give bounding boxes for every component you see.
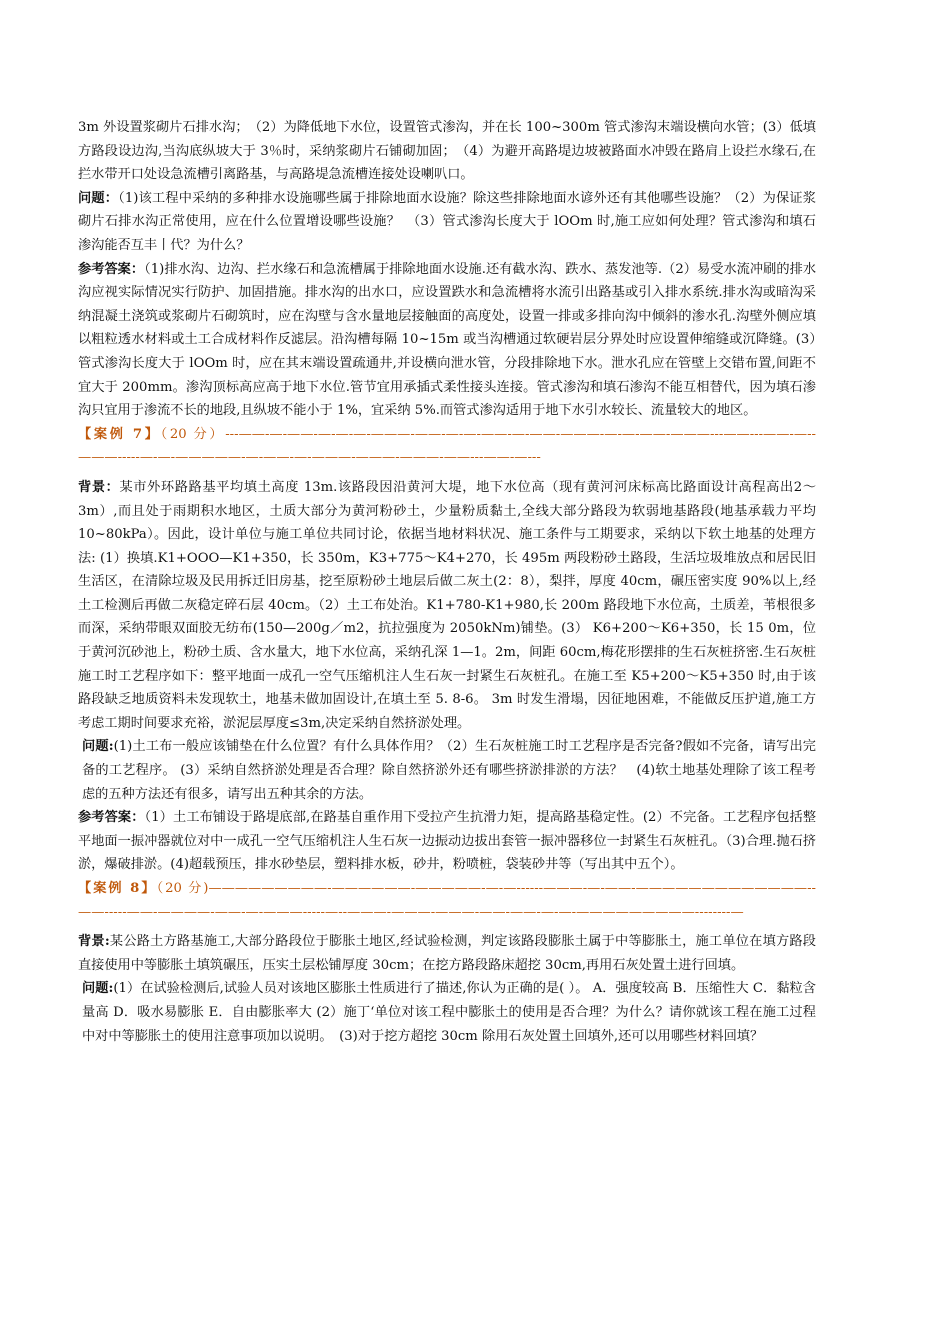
question-label: 问题: (82, 981, 114, 997)
case-score: （20 分） (160, 426, 226, 442)
paragraph-text: 3m 外设置浆砌片石排水沟； （2）为降低地下水位，设置管式渗沟，并在长 100~300m 管式渗沟末端设横向水管；(3）低填方路段设边沟,当沟底纵坡大于 3％时，采纳浆砌片石铺砌加固； （4）为避开高路堤边坡被路面水冲毁在路肩上设拦水缘石,在拦水带开口处设急流槽引离路基，与高路堤急流槽连接处设喇叭口。 (78, 120, 816, 183)
answer-text: （1)排水沟、边沟、拦水缘石和急流槽属于排除地面水设施.还有截水沟、跌水、蒸发池等.（2）易受水流冲刷的排水沟应视实际情况实行防护、加固措施。排水沟的出水口，应设置跌水和急流槽将水流引出路基或引入排水系统.排水沟或暗沟采纳混凝土浇筑或浆砌片石砌筑时，应在沟壁与含水量地层接触面的高度处，设置一排或多排向沟中倾斜的渗水孔.沟壁外侧应填以粗粒透水材料或土工合成材料作反滤层。沿沟槽每隔 10~15m 或当沟槽通过软硬岩层分界处时应设置伸缩缝或沉降缝。(3）管式渗沟长度大于 lOOm 时，应在其末端设置疏通井,并设横向泄水管，分段排除地下水。泄水孔应在管壁上交错布置,间距不宜大于 200mm。渗沟顶标高应高于地下水位.管节宜用承插式柔性接头连接。管式渗沟和填石渗沟不能互相替代，因为填石渗沟只宜用于渗流不长的地段,且纵坡不能小于 1%，宜采纳 5%.而管式渗沟适用于地下水引水较长、流量较大的地区。 (78, 261, 817, 419)
background-text: 某市外环路路基平均填土高度 13m.该路段因沿黄河大堤，地下水位高（现有黄河河床标高比路面设计高程高出2～3m）,而且处于雨期积水地区，土质大部分为黄河粉砂土，少量粉质黏土,全线大部分路段为软弱地基路段(地基承载力平均 10~80kPa）。因此，设计单位与施工单位共同讨论，依据当地材料状况、施工条件与工期要求，采纳以下软土地基的处理方法: (1）换填.K1+OOO—K1+350，长 350m，K3+775～K4+270，长 495m 两段粉砂土路段，生活垃圾堆放点和居民旧生活区，在清除垃圾及民用拆迁旧房基，挖至原粉砂土地层后做二灰土(2：8），梨拌，厚度 40cm，碾压密实度 90%以上,经土工检测后再做二灰稳定碎石层 40cm。（2）土工布处治。K1+780-K1+980,长 200m 路段地下水位高，土质差，苇根很多而深，采纳带眼双面胶无纺布(150—200g／m2，抗拉强度为 2050kNm)铺垫。(3） K6+200～K6+350，长 15 0m，位于黄河沉砂池上，粉砂土质、含水量大，地下水位高，采纳孔深 1—1。2m，间距 60cm,梅花形摆排的生石灰桩挤密.生石灰桩施工时工艺程序如下：整平地面一成孔一空气压缩机注人生石灰一封紧生石灰桩孔。在施工至 K5+200～K5+350 时,由于该路段缺乏地质资料未发现软土，地基未做加固设计,在填土至 5. 8-6。 3m 时发生滑塌，因征地困难，不能做反压护道,施工方考虑工期时间要求充裕，淤泥层厚度≤3m,决定采纳自然挤淤处理。 (78, 479, 817, 731)
answer-label: 参考答案： (78, 261, 145, 277)
case-title: 【案例 8】 (78, 881, 157, 896)
answer-paragraph (78, 258, 816, 423)
question-paragraph (78, 735, 816, 806)
case-7-heading (78, 423, 816, 470)
question-text: (1)土工布一般应该铺垫在什么位置？有什么具体作用？（2）生石灰桩施工时工艺程序是否完备?假如不完备，请写出完备的工艺程序。 (3）采纳自然挤淤处理是否合理？除自然挤淤外还有哪些挤淤排淤的方法？ (4)软土地基处理除了该工程考虑的五种方法还有很多，请写出五种其余的方法。 (82, 739, 816, 802)
paragraph-drainage-background (78, 116, 816, 187)
answer-label: 参考答案： (78, 810, 145, 826)
answer-paragraph (78, 806, 816, 877)
background-paragraph (78, 476, 816, 736)
background-label: 背景: (78, 934, 110, 950)
separator-dashes: —————————-——————-—————-—-—------———-—-——-—————————————--——-----——-————-——-—-———-----—--———-———-———-——-——-—-—-—————————--------— (78, 881, 816, 920)
background-label: 背景： (78, 479, 120, 495)
question-text: (1）在试验检测后,试验人员对该地区膨胀土性质进行了描述,你认为正确的是( ）。 A．强度较高 B．压缩性大 C．黏粒含量高 D．吸水易膨胀 E．自由膨胀率大 (2）施丁‘单位对该工程中膨胀土的使用是否合理？为什么？请你就该工程在施工过程中对中等膨胀土的使用注意事项加以说明。 (3)对于挖方超挖 30cm 除用石灰处置土回填外,还可以用哪些材料回填？ (82, 981, 816, 1044)
question-paragraph (78, 977, 816, 1048)
question-paragraph (78, 187, 816, 258)
case-8-heading (78, 877, 816, 924)
document-page (78, 116, 816, 1048)
case-title: 【案例 7】 (78, 426, 161, 442)
background-text: 某公路土方路基施工,大部分路段位于膨胀土地区,经试验检测，判定该路段膨胀土属于中等膨胀土，施工单位在填方路段直接使用中等膨胀土填筑碾压，压实土层松铺厚度 30cm；在挖方路段路床超挖 30cm,再用石灰处置土进行回填。 (78, 934, 816, 973)
question-label: 问题: (82, 739, 114, 755)
separator-dashes: ---——-—-——-—-—-—-———-——-—-—-——-—-——-———-—-—-——-———---——---——-—--———-----—-—-—————-—-——-—-———-———-———-——---——-—--- (78, 426, 816, 466)
answer-text: （1）土工布铺设于路堤底部,在路基自重作用下受拉产生抗滑力矩，提高路基稳定性。(2）不完备。工艺程序包括整平地面一振冲器就位对中一成孔一空气压缩机注人生石灰一边振动边拔出套管一振冲器移位一封紧生石灰桩孔。（3)合理.抛石挤淤，爆破排淤。(4)超载预压，排水砂垫层，塑料排水板，砂井，粉喷桩，袋装砂井等（写出其中五个）。 (78, 810, 817, 873)
question-text: （1)该工程中采纳的多种排水设施哪些属于排除地面水设施？除这些排除地面水谚外还有其他哪些设施？（2）为保证浆砌片石排水沟正常使用，应在什么位置增设哪些设施？ （3）管式渗沟长度大于 lOOm 时,施工应如何处理？管式渗沟和填石渗沟能否互丰丨代？为什么？ (78, 190, 816, 253)
background-paragraph (78, 930, 816, 977)
question-label: 问题： (78, 190, 119, 206)
case-score: （20 分) (156, 881, 209, 896)
